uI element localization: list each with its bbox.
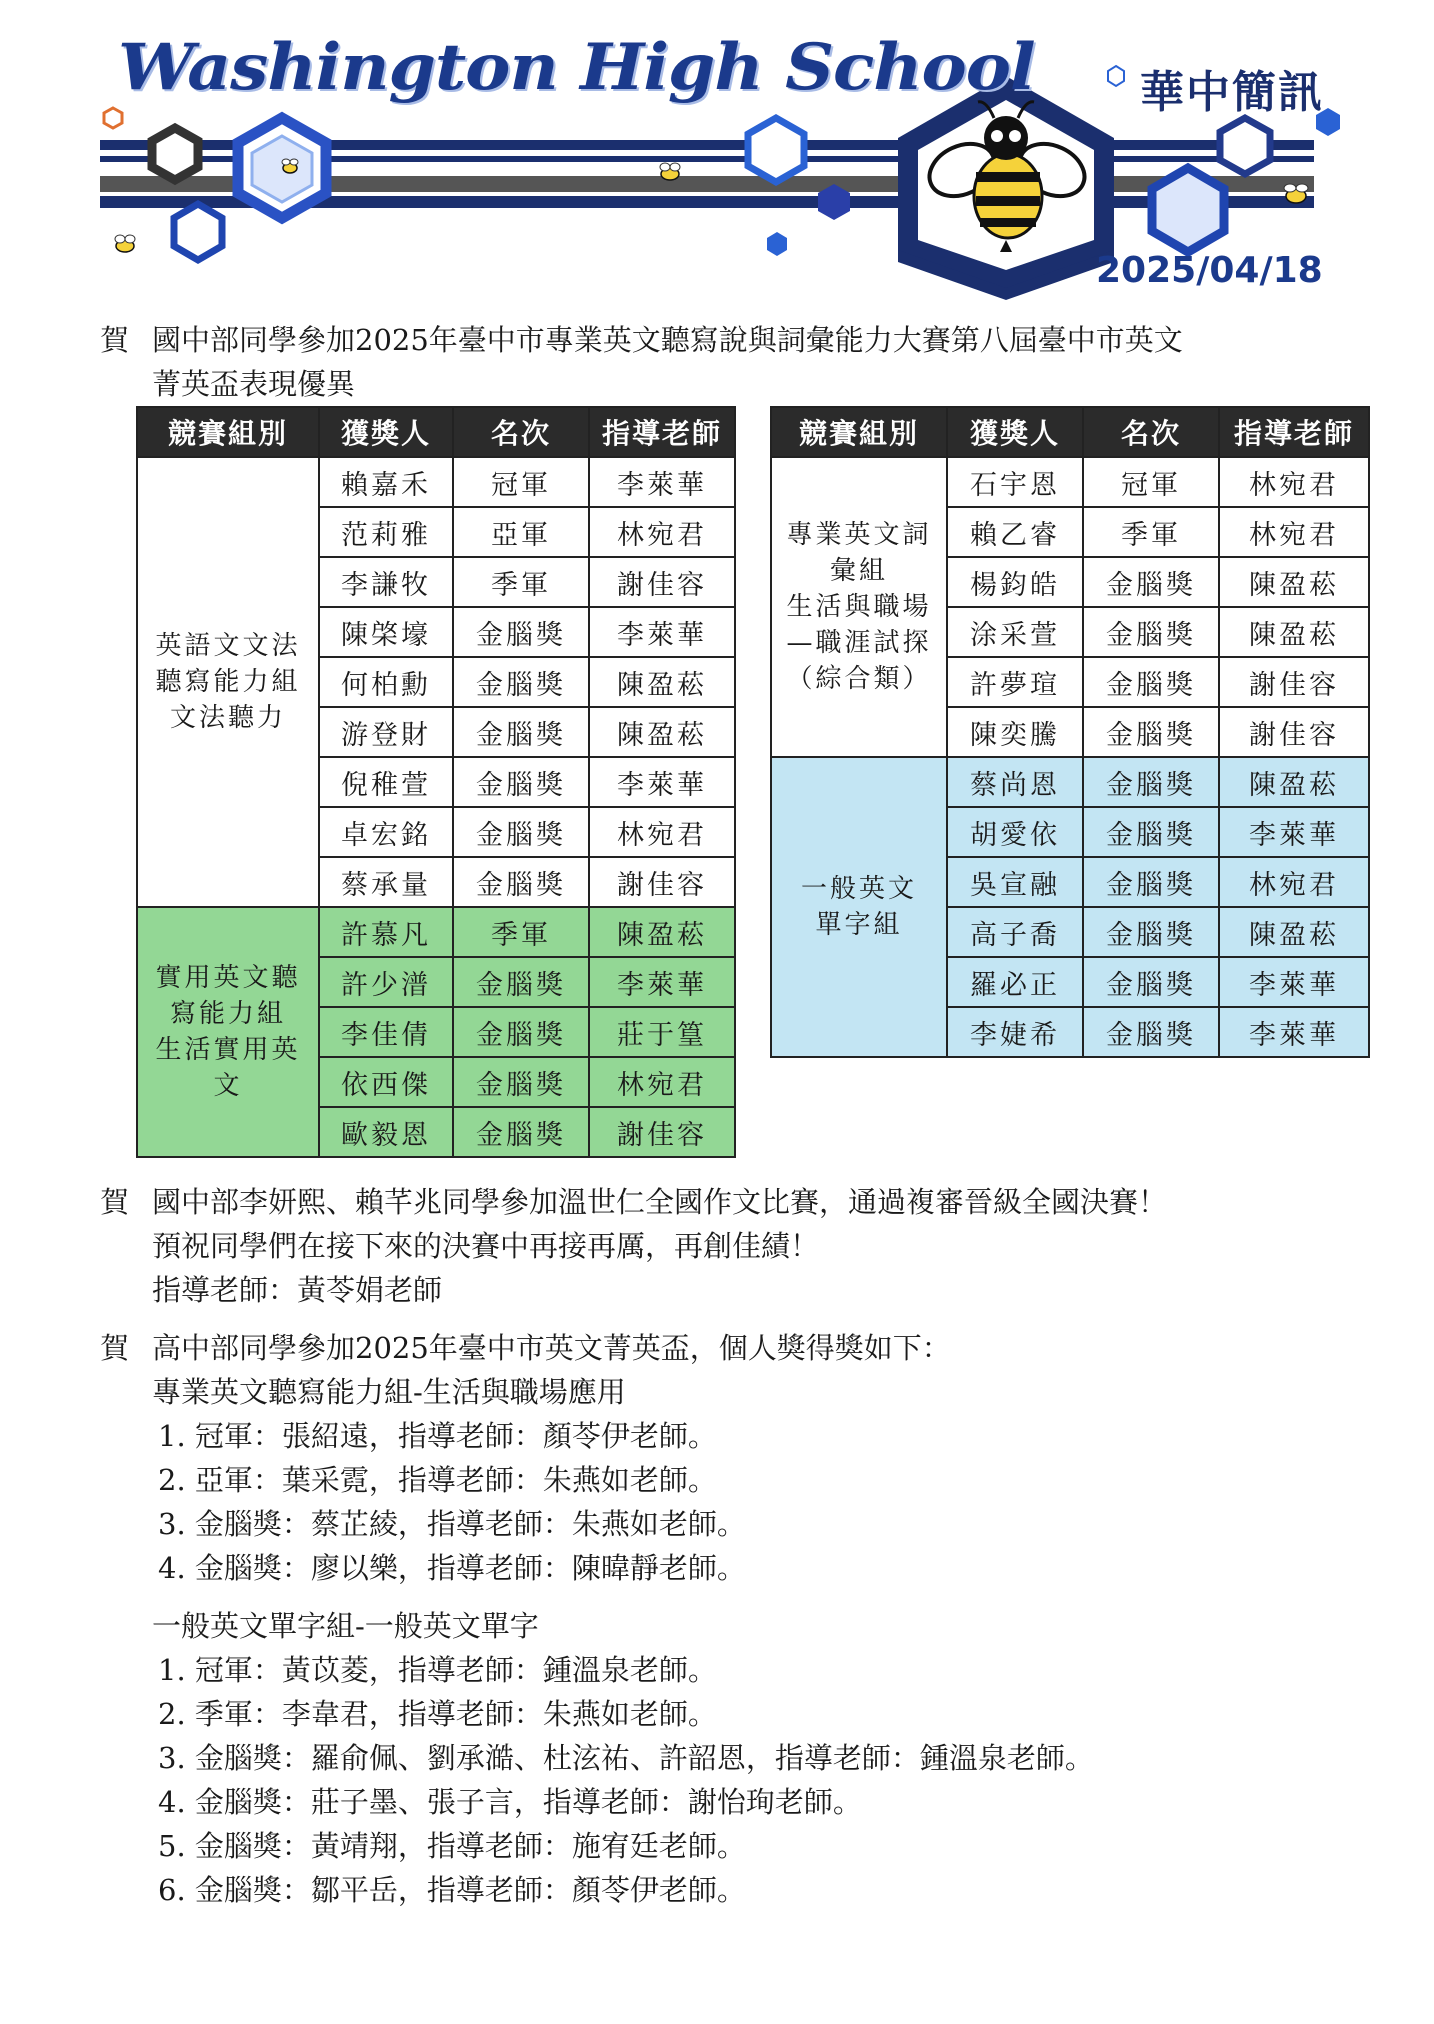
hexagon-decoration — [104, 108, 122, 128]
winner-name-cell: 許夢瑄 — [947, 657, 1083, 707]
group2-list — [100, 1648, 1094, 1912]
rank-cell: 金腦獎 — [1083, 957, 1219, 1007]
list-item: 4. 金腦獎：莊子墨、張子言，指導老師：謝怡珣老師。 — [158, 1785, 862, 1819]
winner-name-cell: 游登財 — [319, 707, 453, 757]
competition-group-name: —職涯試探 — [786, 628, 932, 658]
teacher-cell: 陳盈菘 — [1219, 607, 1369, 657]
teacher-cell: 莊于篁 — [589, 1007, 735, 1057]
rank-cell: 金腦獎 — [453, 807, 589, 857]
teacher-cell: 謝佳容 — [1219, 657, 1369, 707]
rank-cell: 季軍 — [1083, 507, 1219, 557]
rank-cell: 金腦獎 — [1083, 657, 1219, 707]
winner-name-cell: 李婕希 — [947, 1007, 1083, 1057]
header-group: 競賽組別 — [137, 407, 319, 457]
rank-cell: 季軍 — [453, 557, 589, 607]
section1-title — [100, 318, 1183, 406]
header-winner: 獲獎人 — [319, 407, 453, 457]
table-row — [771, 457, 1369, 507]
competition-group-name: （綜合類） — [786, 664, 932, 694]
section3-title: 高中部同學參加2025年臺中市英文菁英盃，個人獎得獎如下： — [152, 1331, 951, 1365]
rank-cell: 金腦獎 — [1083, 607, 1219, 657]
rank-cell: 金腦獎 — [453, 957, 589, 1007]
teacher-cell: 李萊華 — [589, 607, 735, 657]
teacher-cell: 李萊華 — [1219, 957, 1369, 1007]
hexagon-decoration — [767, 232, 787, 256]
rank-cell: 季軍 — [453, 907, 589, 957]
competition-group-name: 專業英文詞 — [786, 520, 932, 550]
rank-cell: 金腦獎 — [453, 1007, 589, 1057]
bee-icon — [660, 163, 680, 180]
teacher-cell: 李萊華 — [1219, 807, 1369, 857]
winner-name-cell: 歐毅恩 — [319, 1107, 453, 1157]
congrats-mark: 賀 — [100, 1331, 130, 1365]
winner-name-cell: 何柏勳 — [319, 657, 453, 707]
winner-name-cell: 范莉雅 — [319, 507, 453, 557]
teacher-cell: 陳盈菘 — [1219, 907, 1369, 957]
teacher-cell: 林宛君 — [589, 807, 735, 857]
winner-name-cell: 倪稚萱 — [319, 757, 453, 807]
teacher-cell: 李萊華 — [1219, 1007, 1369, 1057]
hexagon-decoration — [748, 118, 804, 182]
school-name: Washington High School — [118, 30, 1035, 105]
newsletter-header — [0, 0, 1434, 300]
rank-cell: 金腦獎 — [453, 857, 589, 907]
list-item: 2. 亞軍：葉采霓，指導老師：朱燕如老師。 — [158, 1463, 717, 1497]
winner-name-cell: 胡愛依 — [947, 807, 1083, 857]
header-teacher: 指導老師 — [1219, 407, 1369, 457]
list-item: 4. 金腦獎：廖以樂，指導老師：陳暐靜老師。 — [158, 1551, 746, 1585]
winner-name-cell: 陳奕騰 — [947, 707, 1083, 757]
teacher-cell: 謝佳容 — [589, 857, 735, 907]
competition-group-name: 文法聽力 — [169, 703, 286, 733]
table-row — [137, 907, 735, 957]
table-row — [137, 457, 735, 507]
winner-name-cell: 賴乙睿 — [947, 507, 1083, 557]
winner-name-cell: 許慕凡 — [319, 907, 453, 957]
group1-list — [100, 1414, 1094, 1590]
winner-name-cell: 羅必正 — [947, 957, 1083, 1007]
section2-line2: 預祝同學們在接下來的決賽中再接再厲，再創佳績！ — [152, 1229, 820, 1263]
teacher-cell: 謝佳容 — [589, 1107, 735, 1157]
competition-group-name: 寫能力組 — [169, 999, 286, 1029]
winner-name-cell: 李謙牧 — [319, 557, 453, 607]
rank-cell: 金腦獎 — [1083, 857, 1219, 907]
section2 — [100, 1180, 1167, 1312]
teacher-cell: 陳盈菘 — [1219, 757, 1369, 807]
teacher-cell: 林宛君 — [589, 507, 735, 557]
newsletter-title: 華中簡訊 — [1140, 67, 1324, 118]
teacher-cell: 陳盈菘 — [589, 707, 735, 757]
rank-cell: 金腦獎 — [453, 1107, 589, 1157]
teacher-cell: 李萊華 — [589, 957, 735, 1007]
hexagon-decoration — [1220, 118, 1270, 174]
bee-icon — [1284, 184, 1308, 203]
competition-group-cell — [137, 907, 319, 1157]
rank-cell: 金腦獎 — [1083, 757, 1219, 807]
rank-cell: 金腦獎 — [1083, 807, 1219, 857]
table-header-row — [137, 407, 735, 457]
rank-cell: 金腦獎 — [1083, 907, 1219, 957]
rank-cell: 金腦獎 — [453, 657, 589, 707]
list-item: 3. 金腦獎：蔡芷綾，指導老師：朱燕如老師。 — [158, 1507, 746, 1541]
competition-group-cell — [137, 457, 319, 907]
section2-teacher: 指導老師：黃苓娟老師 — [152, 1273, 443, 1307]
award-table-left — [136, 406, 736, 1158]
rank-cell: 冠軍 — [453, 457, 589, 507]
bee-icon — [282, 159, 298, 173]
header-rank: 名次 — [453, 407, 589, 457]
winner-name-cell: 卓宏銘 — [319, 807, 453, 857]
competition-group-name: 聽寫能力組 — [155, 667, 301, 697]
teacher-cell: 李萊華 — [589, 757, 735, 807]
winner-name-cell: 李佳倩 — [319, 1007, 453, 1057]
header-winner: 獲獎人 — [947, 407, 1083, 457]
table-header-row — [771, 407, 1369, 457]
teacher-cell: 林宛君 — [589, 1057, 735, 1107]
winner-name-cell: 高子喬 — [947, 907, 1083, 957]
list-item: 1. 冠軍：張紹遠，指導老師：顏苓伊老師。 — [158, 1419, 717, 1453]
teacher-cell: 林宛君 — [1219, 507, 1369, 557]
winner-name-cell: 蔡承量 — [319, 857, 453, 907]
rank-cell: 金腦獎 — [1083, 1007, 1219, 1057]
issue-date: 2025/04/18 — [1096, 250, 1323, 291]
header-group: 競賽組別 — [771, 407, 947, 457]
winner-name-cell: 蔡尚恩 — [947, 757, 1083, 807]
list-item: 2. 季軍：李韋君，指導老師：朱燕如老師。 — [158, 1697, 717, 1731]
section1-title-line1: 國中部同學參加2025年臺中市專業英文聽寫說與詞彙能力大賽第八屆臺中市英文 — [152, 323, 1183, 357]
rank-cell: 亞軍 — [453, 507, 589, 557]
hexagon-decoration — [1108, 66, 1124, 86]
section3-group2-title: 一般英文單字組-一般英文單字 — [152, 1609, 539, 1643]
competition-group-cell — [771, 457, 947, 757]
teacher-cell: 陳盈菘 — [1219, 557, 1369, 607]
teacher-cell: 陳盈菘 — [589, 657, 735, 707]
competition-group-name: 生活與職場 — [786, 592, 932, 622]
rank-cell: 金腦獎 — [453, 707, 589, 757]
winner-name-cell: 依西傑 — [319, 1057, 453, 1107]
section1-title-line2: 菁英盃表現優異 — [152, 367, 356, 401]
teacher-cell: 謝佳容 — [1219, 707, 1369, 757]
rank-cell: 金腦獎 — [1083, 707, 1219, 757]
teacher-cell: 李萊華 — [589, 457, 735, 507]
header-rank: 名次 — [1083, 407, 1219, 457]
rank-cell: 冠軍 — [1083, 457, 1219, 507]
section2-line1: 國中部李妍熙、賴芊兆同學參加溫世仁全國作文比賽，通過複審晉級全國決賽！ — [152, 1185, 1168, 1219]
hexagon-decoration — [174, 204, 222, 260]
competition-group-name: 單字組 — [815, 910, 903, 940]
rank-cell: 金腦獎 — [1083, 557, 1219, 607]
congrats-mark: 賀 — [100, 1185, 130, 1219]
hexagon-decoration — [1152, 168, 1224, 252]
header-teacher: 指導老師 — [589, 407, 735, 457]
winner-name-cell: 陳棨壕 — [319, 607, 453, 657]
section3 — [100, 1326, 1094, 1912]
competition-group-name: 文 — [213, 1071, 243, 1101]
teacher-cell: 謝佳容 — [589, 557, 735, 607]
competition-group-name: 生活實用英 — [155, 1035, 301, 1065]
winner-name-cell: 吳宣融 — [947, 857, 1083, 907]
competition-group-name: 英語文文法 — [155, 631, 301, 661]
competition-group-cell — [771, 757, 947, 1057]
hexagon-decoration — [152, 128, 198, 180]
competition-group-name: 一般英文 — [800, 874, 917, 904]
winner-name-cell: 涂采萱 — [947, 607, 1083, 657]
list-item: 5. 金腦獎：黃靖翔，指導老師：施宥廷老師。 — [158, 1829, 746, 1863]
rank-cell: 金腦獎 — [453, 607, 589, 657]
competition-group-name: 實用英文聽 — [155, 963, 301, 993]
list-item: 3. 金腦獎：羅俞佩、劉承澔、杜泫祐、許韶恩，指導老師：鍾溫泉老師。 — [158, 1741, 1094, 1775]
winner-name-cell: 石宇恩 — [947, 457, 1083, 507]
list-item: 1. 冠軍：黃苡菱，指導老師：鍾溫泉老師。 — [158, 1653, 717, 1687]
table-row — [771, 757, 1369, 807]
rank-cell: 金腦獎 — [453, 1057, 589, 1107]
winner-name-cell: 賴嘉禾 — [319, 457, 453, 507]
award-table-right — [770, 406, 1370, 1058]
bee-icon — [115, 235, 135, 252]
teacher-cell: 陳盈菘 — [589, 907, 735, 957]
list-item: 6. 金腦獎：鄒平岳，指導老師：顏苓伊老師。 — [158, 1873, 746, 1907]
rank-cell: 金腦獎 — [453, 757, 589, 807]
teacher-cell: 林宛君 — [1219, 857, 1369, 907]
winner-name-cell: 許少潽 — [319, 957, 453, 1007]
teacher-cell: 林宛君 — [1219, 457, 1369, 507]
congrats-mark: 賀 — [100, 323, 130, 357]
winner-name-cell: 楊鈞皓 — [947, 557, 1083, 607]
section3-group1-title: 專業英文聽寫能力組-生活與職場應用 — [152, 1375, 626, 1409]
competition-group-name: 彙組 — [829, 556, 888, 586]
